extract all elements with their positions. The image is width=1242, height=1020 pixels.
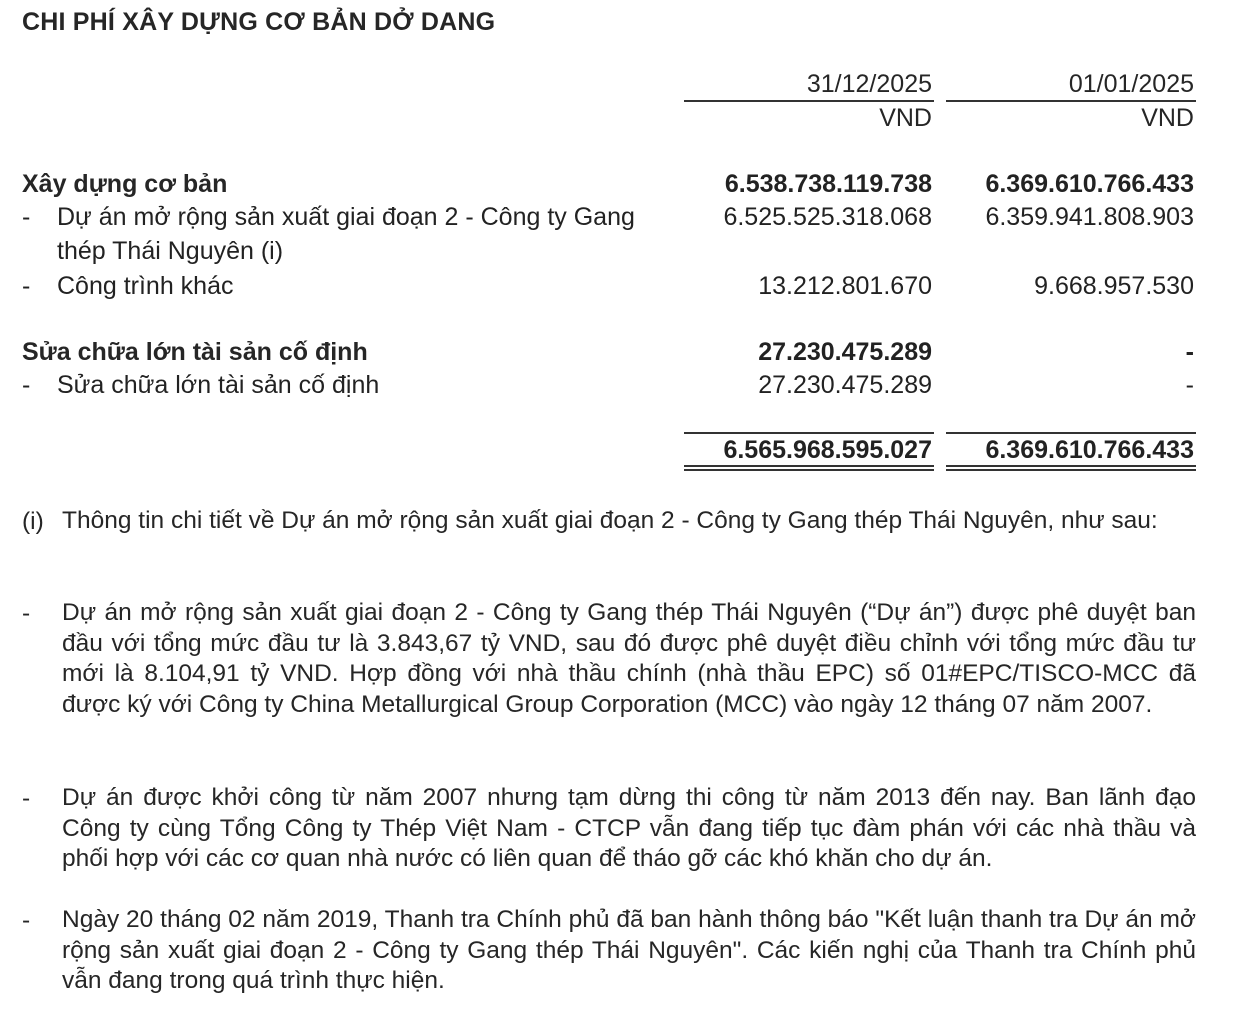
row-value-2025-01: 6.369.610.766.433 bbox=[985, 170, 1194, 198]
row-dash: - bbox=[22, 272, 31, 300]
row-value-2025-01: 9.668.957.530 bbox=[1034, 272, 1194, 300]
column-header-date-1: 31/12/2025 bbox=[806, 70, 932, 98]
row-value-2025-12: 6.538.738.119.738 bbox=[724, 170, 932, 198]
row-value-2025-12: 13.212.801.670 bbox=[758, 272, 932, 300]
note-marker: (i) bbox=[22, 508, 44, 535]
column-header-rule-2 bbox=[946, 100, 1196, 102]
row-value-2025-01: - bbox=[1185, 338, 1194, 366]
row-value-2025-01: - bbox=[1185, 371, 1194, 399]
note-bullet-inspection: Ngày 20 tháng 02 năm 2019, Thanh tra Chính phủ đã ban hành thông báo "Kết luận thanh tra Dự án mở rộng sản xuất giai đoạn 2 - Công ty Gang thép Thái Nguyên". Các kiến nghị của Thanh tra Chính phủ vẫn đang trong quá trình thực hiện. bbox=[62, 906, 1196, 994]
row-label: Dự án mở rộng sản xuất giai đoạn 2 - Công ty Gang bbox=[57, 203, 635, 231]
row-value-2025-12: 27.230.475.289 bbox=[758, 338, 932, 366]
row-label: Công trình khác bbox=[57, 272, 234, 300]
row-label: Sửa chữa lớn tài sản cố định bbox=[22, 338, 368, 366]
column-header-rule-1 bbox=[684, 100, 934, 102]
total-double-rule-2a bbox=[946, 465, 1196, 467]
row-label: Sửa chữa lớn tài sản cố định bbox=[57, 371, 380, 399]
bullet-dash: - bbox=[22, 600, 31, 627]
note-intro: Thông tin chi tiết về Dự án mở rộng sản xuất giai đoạn 2 - Công ty Gang thép Thái Nguyên, như sau: bbox=[62, 507, 1158, 534]
table-row-construction bbox=[0, 170, 1242, 204]
section-title: CHI PHÍ XÂY DỰNG CƠ BẢN DỞ DANG bbox=[22, 8, 496, 36]
row-label: Xây dựng cơ bản bbox=[22, 170, 228, 198]
row-value-2025-12: 6.525.525.318.068 bbox=[723, 203, 932, 231]
row-dash: - bbox=[22, 203, 31, 231]
bullet-dash: - bbox=[22, 785, 31, 812]
table-row-other-works bbox=[0, 272, 1242, 306]
bullet-dash: - bbox=[22, 907, 31, 934]
table-row-expansion-project bbox=[0, 203, 1242, 273]
row-dash: - bbox=[22, 371, 31, 399]
total-value-2025-01: 6.369.610.766.433 bbox=[985, 436, 1194, 464]
row-label-continued: thép Thái Nguyên (i) bbox=[57, 237, 284, 265]
column-header-unit-1: VND bbox=[879, 104, 932, 132]
total-double-rule-2b bbox=[946, 469, 1196, 471]
column-header-unit-2: VND bbox=[1141, 104, 1194, 132]
row-value-2025-01: 6.359.941.808.903 bbox=[985, 203, 1194, 231]
table-row-major-repairs-detail bbox=[0, 371, 1242, 405]
total-double-rule-1b bbox=[684, 469, 934, 471]
table-row-major-repairs bbox=[0, 338, 1242, 372]
column-header-date-2: 01/01/2025 bbox=[1068, 70, 1194, 98]
total-double-rule-1a bbox=[684, 465, 934, 467]
total-value-2025-12: 6.565.968.595.027 bbox=[723, 436, 932, 464]
total-top-rule-2 bbox=[946, 432, 1196, 434]
total-top-rule-1 bbox=[684, 432, 934, 434]
note-bullet-suspension: Dự án được khởi công từ năm 2007 nhưng tạm dừng thi công từ năm 2013 đến nay. Ban lãnh đạo Công ty cùng Tổng Công ty Thép Việt Nam - CTCP vẫn đang tiếp tục đàm phán với các nhà thầu và phối hợp với các cơ quan nhà nước có liên quan để tháo gỡ các khó khăn cho dự án. bbox=[62, 784, 1196, 872]
row-value-2025-12: 27.230.475.289 bbox=[758, 371, 932, 399]
note-bullet-approval: Dự án mở rộng sản xuất giai đoạn 2 - Công ty Gang thép Thái Nguyên (“Dự án”) được phê duyệt ban đầu với tổng mức đầu tư là 3.843,67 tỷ VND, sau đó được phê duyệt điều chỉnh với tổng mức đầu tư mới là 8.104,91 tỷ VND. Hợp đồng với nhà thầu chính (nhà thầu EPC) số 01#EPC/TISCO-MCC đã được ký với Công ty China Metallurgical Group Corporation (MCC) vào ngày 12 tháng 07 năm 2007. bbox=[62, 599, 1196, 718]
